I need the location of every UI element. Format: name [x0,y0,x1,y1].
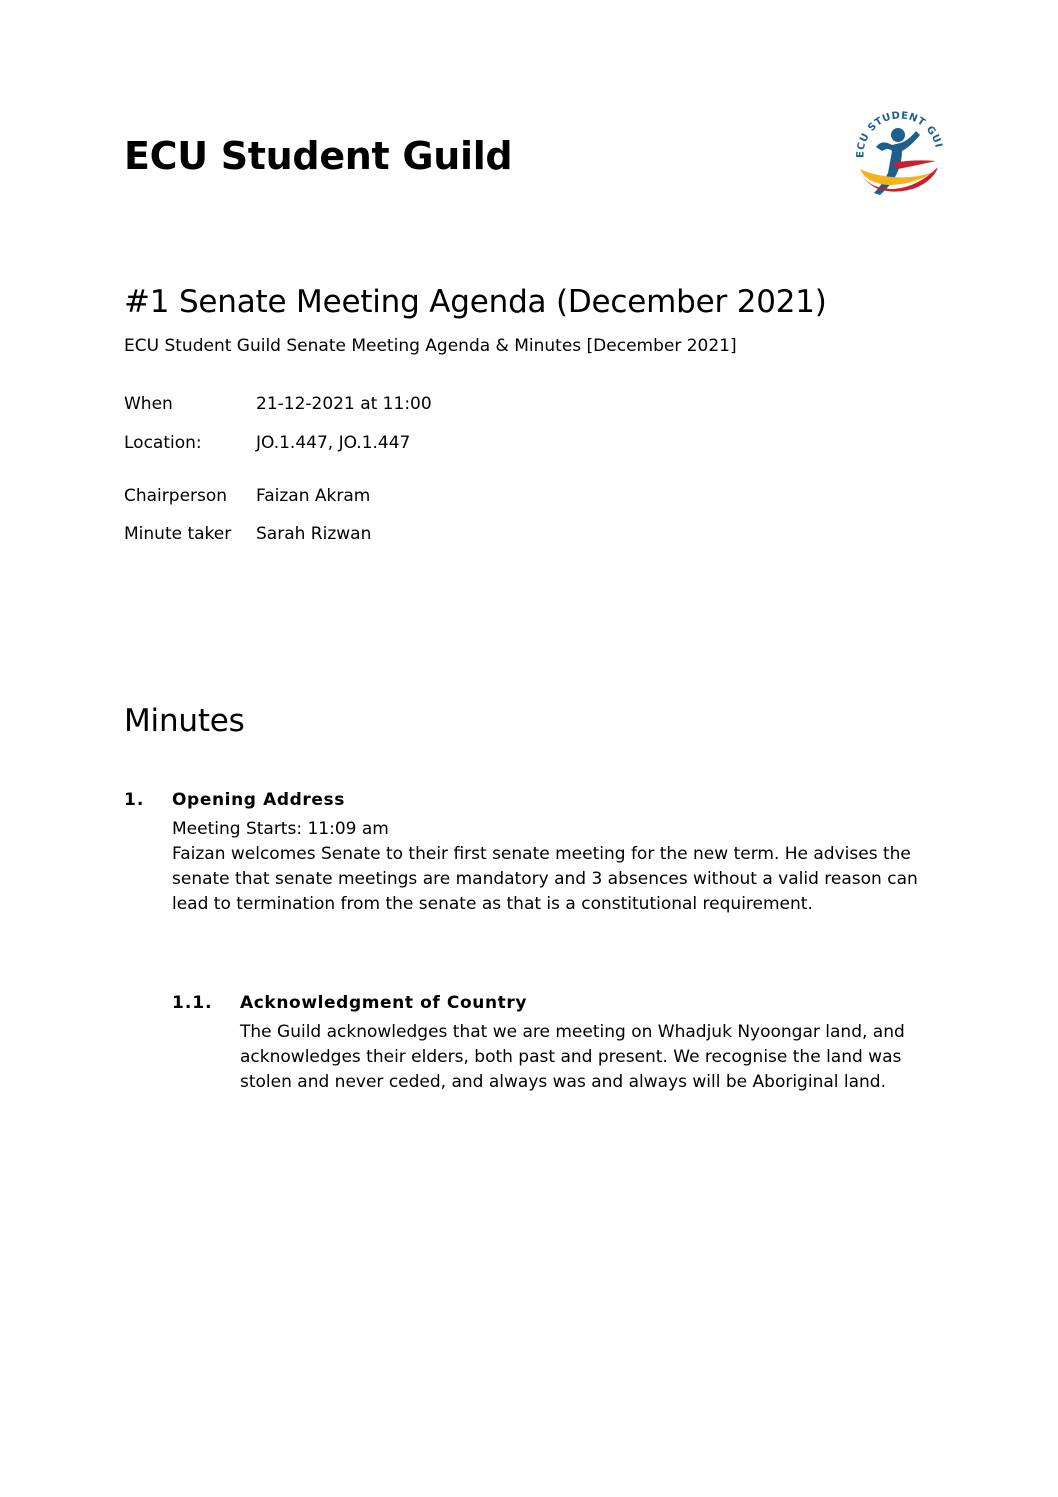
guild-logo-graphic [852,105,948,201]
chairperson-value: Faizan Akram [256,486,371,506]
item-line: Faizan welcomes Senate to their first senate meeting for the new term. He advises the senate that senate meetings are mandatory and 3 absences without a valid reason can lead to termination from the senate as that is a constitutional requirement. [172,844,918,914]
logo-text: ECU STUDENT GUI [855,110,944,159]
document-subtitle: ECU Student Guild Senate Meeting Agenda & Minutes [December 2021] [124,336,737,356]
org-title: ECU Student Guild [124,134,513,178]
when-value: 21-12-2021 at 11:00 [256,394,432,414]
chairperson-label: Chairperson [124,486,228,506]
item-line: Meeting Starts: 11:09 am [172,819,389,839]
location-label: Location: [124,433,202,453]
minute-taker-value: Sarah Rizwan [256,524,372,544]
item-body [172,817,932,917]
item-number: 1. [124,790,145,810]
document-title: #1 Senate Meeting Agenda (December 2021) [124,284,827,320]
minute-taker-label: Minute taker [124,524,232,544]
subitem-title: Acknowledgment of Country [240,993,528,1013]
item-title: Opening Address [172,790,345,810]
when-label: When [124,394,173,414]
guild-logo [852,105,948,201]
location-value: JO.1.447, JO.1.447 [256,433,411,453]
subitem-number: 1.1. [172,993,213,1013]
subitem-line: The Guild acknowledges that we are meeting on Whadjuk Nyoongar land, and acknowledges their elders, both past and present. We recognise the land was stolen and never ceded, and always was and always will be Aboriginal land. [240,1022,905,1092]
minutes-heading: Minutes [124,703,245,739]
subitem-body [240,1020,930,1095]
